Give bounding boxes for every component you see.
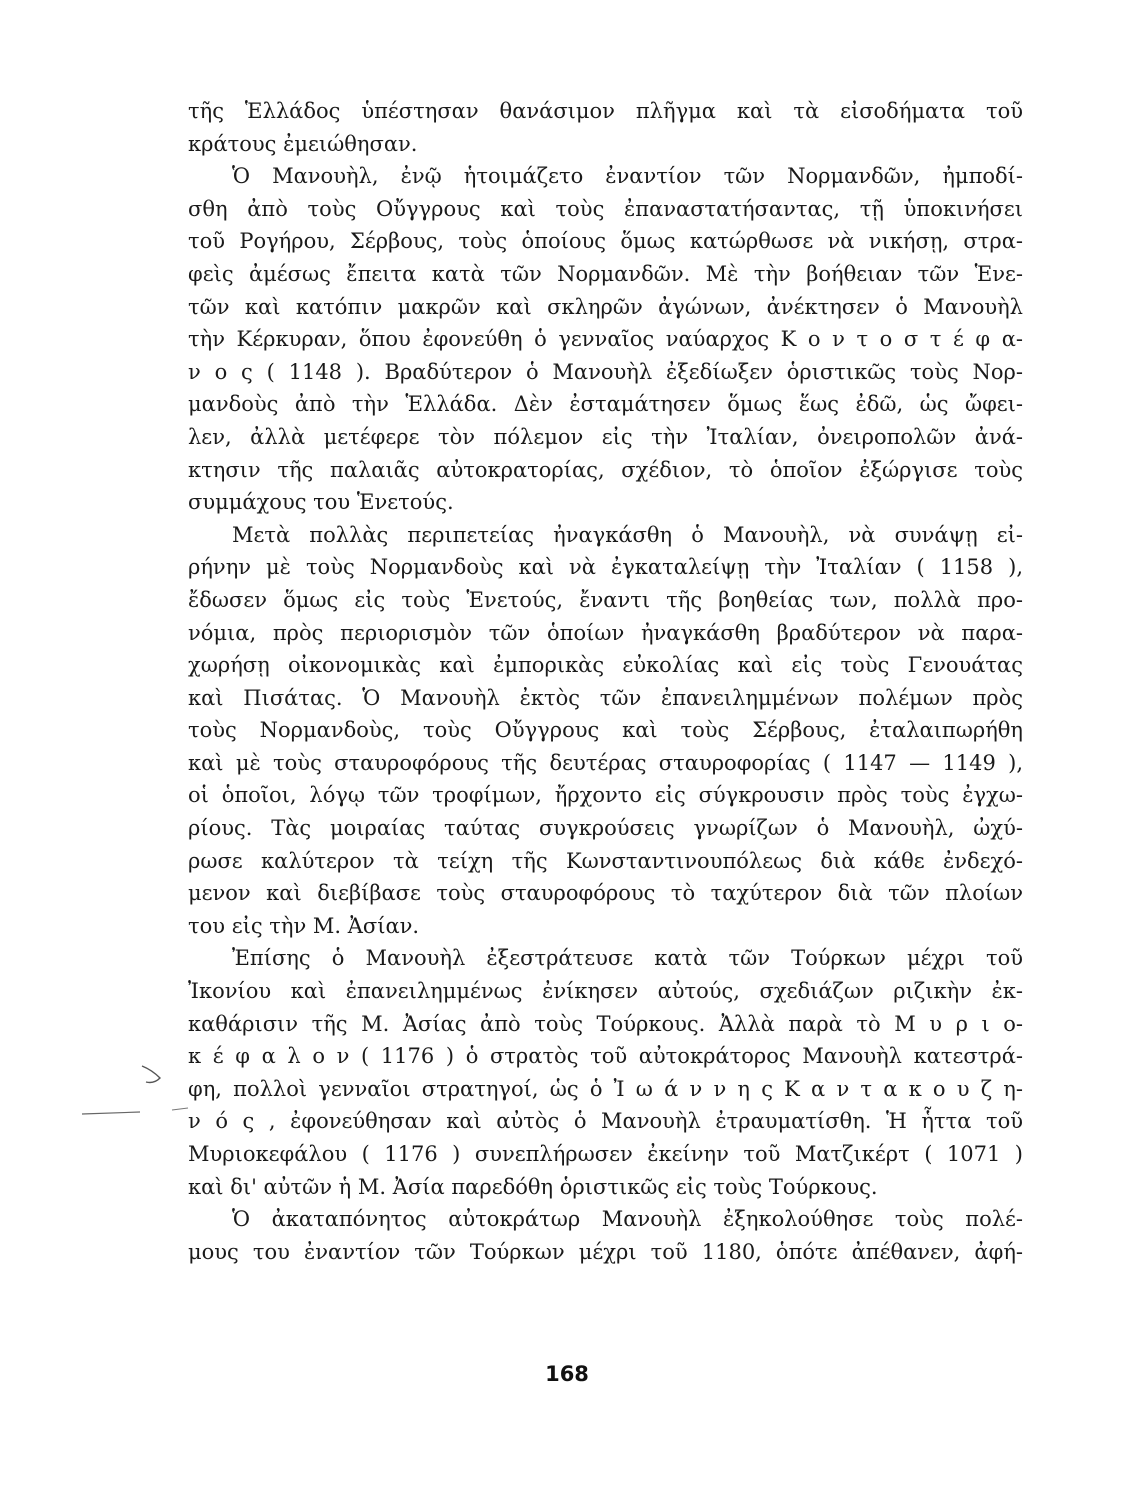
text-line: του εἰς τὴν Μ. Ἀσίαν. (188, 913, 420, 938)
text-line: ν ό ς , ἐφονεύθησαν καὶ αὐτὸς ὁ Μανουὴλ ἐτραυματίσθη. Ἡ ἧττα τοῦ (188, 1109, 1023, 1134)
text-line: καὶ μὲ τοὺς σταυροφόρους τῆς δευτέρας σταυροφορίας ( 1147 — 1149 ), (188, 750, 1023, 775)
text-line: Ὁ Μανουὴλ, ἐνῷ ἡτοιμάζετο ἐναντίον τῶν Νορμανδῶν, ἠμποδί- (232, 164, 1023, 189)
text-line: μανδοὺς ἀπὸ τὴν Ἑλλάδα. Δὲν ἐσταμάτησεν ὅμως ἕως ἐδῶ, ὡς ὤφει- (188, 392, 1023, 417)
text-line: κράτους ἐμειώθησαν. (188, 131, 418, 156)
text-line: μους του ἐναντίον τῶν Τούρκων μέχρι τοῦ 1180, ὁπότε ἀπέθανεν, ἀφή- (188, 1239, 1023, 1264)
text-line: κ έ φ α λ ο ν ( 1176 ) ὁ στρατὸς τοῦ αὐτοκράτορος Μανουὴλ κατεστρά- (188, 1044, 1023, 1069)
text-line: φη, πολλοὶ γενναῖοι στρατηγοί, ὡς ὁ Ἰ ω ά ν ν η ς Κ α ν τ α κ ο υ ζ η- (188, 1076, 1023, 1101)
text-line: μενον καὶ διεβίβασε τοὺς σταυροφόρους τὸ ταχύτερον διὰ τῶν πλοίων (188, 881, 1023, 906)
text-line: Ὁ ἀκαταπόνητος αὐτοκράτωρ Μανουὴλ ἐξηκολούθησε τοὺς πολέ- (232, 1207, 1023, 1232)
text-line: Μετὰ πολλὰς περιπετείας ἠναγκάσθη ὁ Μανουὴλ, νὰ συνάψῃ εἰ- (232, 522, 1023, 547)
text-line: ν ο ς ( 1148 ). Βραδύτερον ὁ Μανουὴλ ἐξεδίωξεν ὁριστικῶς τοὺς Νορ- (188, 359, 1023, 384)
body-text (188, 95, 1023, 1268)
text-line: ρωσε καλύτερον τὰ τείχη τῆς Κωνσταντινουπόλεως διὰ κάθε ἐνδεχό- (188, 848, 1023, 873)
text-line: κτησιν τῆς παλαιᾶς αὐτοκρατορίας, σχέδιον, τὸ ὁποῖον ἐξώργισε τοὺς (188, 457, 1023, 482)
text-line: καὶ Πισάτας. Ὁ Μανουὴλ ἐκτὸς τῶν ἐπανειλημμένων πολέμων πρὸς (188, 685, 1023, 710)
text-line: Ἐπίσης ὁ Μανουὴλ ἐξεστράτευσε κατὰ τῶν Τούρκων μέχρι τοῦ (232, 946, 1023, 971)
text-line: τοῦ Ρογήρου, Σέρβους, τοὺς ὁποίους ὅμως κατώρθωσε νὰ νικήσῃ, στρα- (188, 229, 1023, 254)
text-line: τῶν καὶ κατόπιν μακρῶν καὶ σκληρῶν ἀγώνων, ἀνέκτησεν ὁ Μανουὴλ (188, 294, 1023, 319)
text-line: χωρήσῃ οἰκονομικὰς καὶ ἐμπορικὰς εὐκολίας καὶ εἰς τοὺς Γενουάτας (188, 653, 1023, 678)
text-line: λεν, ἀλλὰ μετέφερε τὸν πόλεμον εἰς τὴν Ἰταλίαν, ὀνειροπολῶν ἀνά- (188, 424, 1023, 449)
text-line: φεὶς ἀμέσως ἔπειτα κατὰ τῶν Νορμανδῶν. Μὲ τὴν βοήθειαν τῶν Ἑνε- (188, 261, 1023, 286)
text-line: οἱ ὁποῖοι, λόγῳ τῶν τροφίμων, ἤρχοντο εἰς σύγκρουσιν πρὸς τοὺς ἐγχω- (188, 783, 1023, 808)
text-line: Ἰκονίου καὶ ἐπανειλημμένως ἐνίκησεν αὐτούς, σχεδιάζων ριζικὴν ἐκ- (188, 979, 1023, 1004)
text-line: νόμια, πρὸς περιορισμὸν τῶν ὁποίων ἠναγκάσθη βραδύτερον νὰ παρα- (188, 620, 1023, 645)
page-number: 168 (545, 1362, 589, 1386)
text-line: καὶ δι' αὐτῶν ἡ Μ. Ἀσία παρεδόθη ὁριστικῶς εἰς τοὺς Τούρκους. (188, 1174, 878, 1199)
text-line: σθη ἀπὸ τοὺς Οὔγγρους καὶ τοὺς ἐπαναστατήσαντας, τῇ ὑποκινήσει (188, 196, 1023, 221)
text-line: Μυριοκεφάλου ( 1176 ) συνεπλήρωσεν ἐκείνην τοῦ Ματζικέρτ ( 1071 ) (188, 1142, 1023, 1166)
text-line: τοὺς Νορμανδοὺς, τοὺς Οὔγγρους καὶ τοὺς Σέρβους, ἐταλαιπωρήθη (188, 718, 1023, 743)
text-line: ρήνην μὲ τοὺς Νορμανδοὺς καὶ νὰ ἐγκαταλείψῃ τὴν Ἰταλίαν ( 1158 ), (188, 555, 1023, 580)
text-line: ρίους. Τὰς μοιραίας ταύτας συγκρούσεις γνωρίζων ὁ Μανουὴλ, ὠχύ- (188, 816, 1023, 841)
pencil-margin-mark (80, 1060, 190, 1120)
text-line: τὴν Κέρκυραν, ὅπου ἐφονεύθη ὁ γενναῖος ναύαρχος Κ ο ν τ ο σ τ έ φ α- (188, 327, 1023, 352)
text-line: ἔδωσεν ὅμως εἰς τοὺς Ἑνετούς, ἔναντι τῆς βοηθείας των, πολλὰ προ- (188, 587, 1023, 612)
text-line: συμμάχους του Ἑνετούς. (188, 490, 454, 515)
text-line: καθάρισιν τῆς Μ. Ἀσίας ἀπὸ τοὺς Τούρκους. Ἀλλὰ παρὰ τὸ Μ υ ρ ι ο- (188, 1011, 1023, 1036)
text-line: τῆς Ἑλλάδος ὑπέστησαν θανάσιμον πλῆγμα καὶ τὰ εἰσοδήματα τοῦ (188, 99, 1023, 123)
